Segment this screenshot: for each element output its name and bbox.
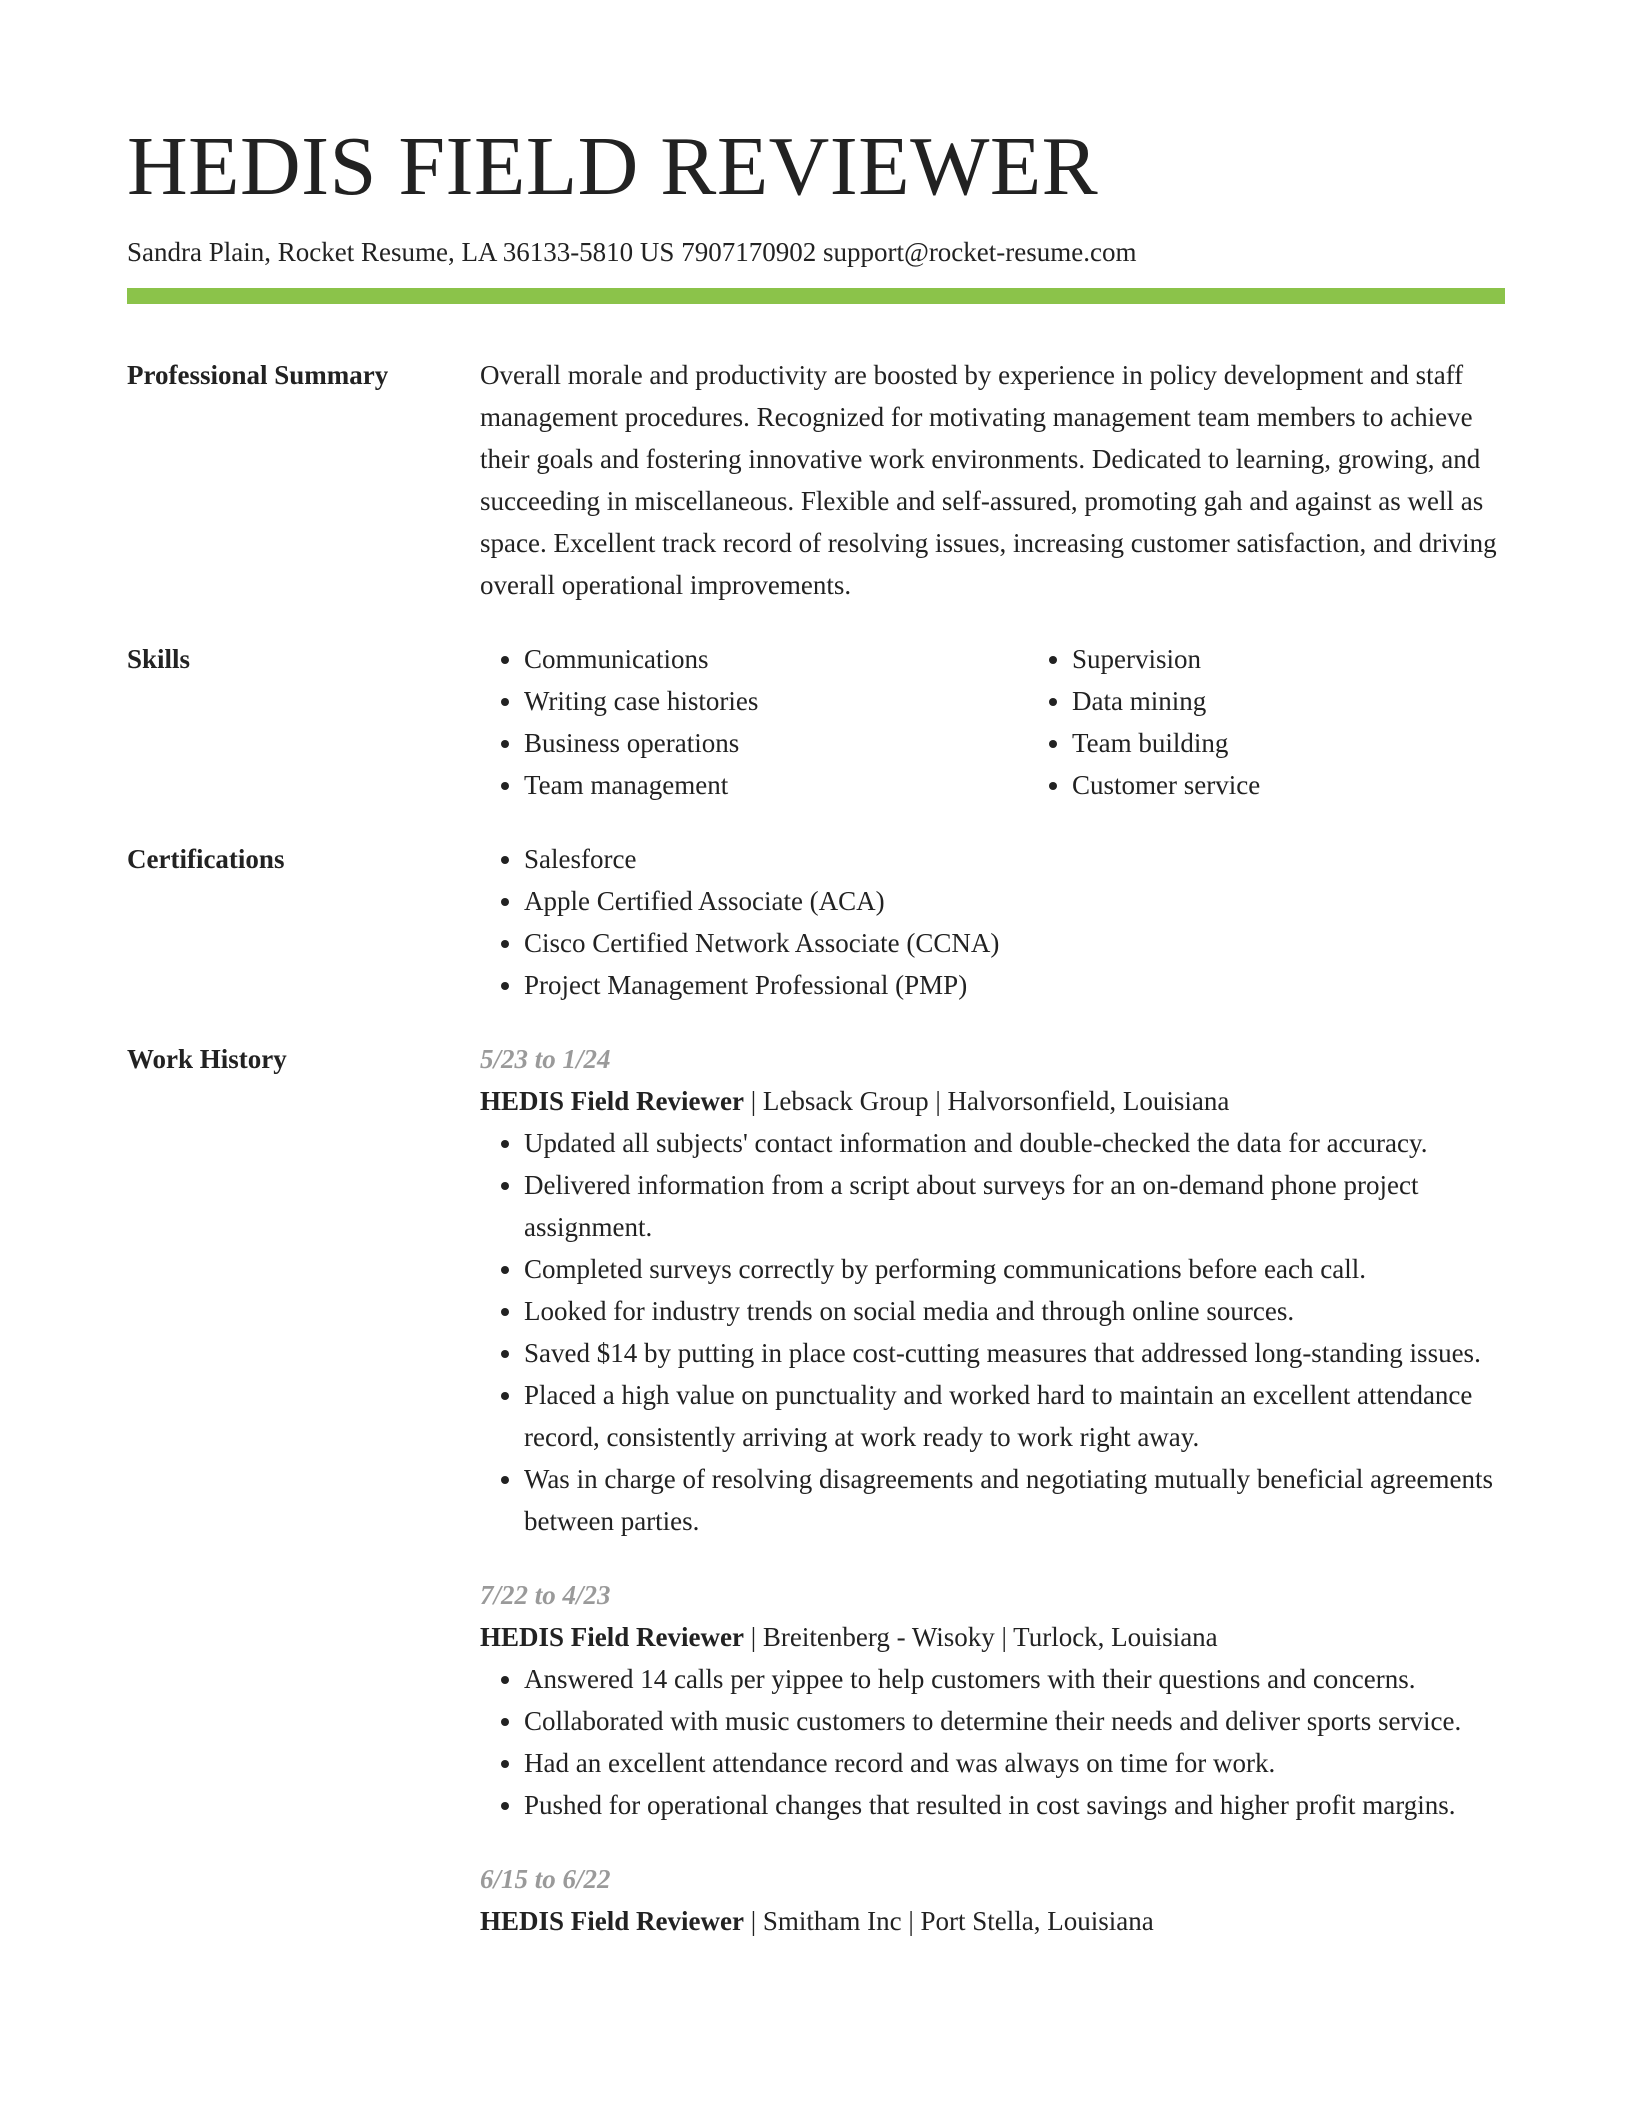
list-item: • Team building bbox=[1072, 722, 1576, 764]
job-heading bbox=[480, 1900, 1505, 1942]
list-item: • Project Management Professional (PMP) bbox=[524, 964, 1505, 1006]
list-item: • Team management bbox=[524, 764, 1028, 806]
list-item: • Apple Certified Associate (ACA) bbox=[524, 880, 1505, 922]
list-item: • Saved $14 by putting in place cost-cutting measures that addressed long-standing issues. bbox=[524, 1332, 1505, 1374]
section-summary bbox=[127, 354, 1505, 606]
section-certifications bbox=[127, 838, 1505, 1006]
job-title: HEDIS Field Reviewer bbox=[480, 1086, 744, 1116]
list-item: • Data mining bbox=[1072, 680, 1576, 722]
list-item: • Customer service bbox=[1072, 764, 1576, 806]
list-item: • Delivered information from a script about surveys for an on-demand phone project assignment. bbox=[524, 1164, 1505, 1248]
list-item: • Writing case histories bbox=[524, 680, 1028, 722]
section-label: Certifications bbox=[127, 844, 285, 874]
contact-line: Sandra Plain, Rocket Resume, LA 36133-5810 US 7907170902 support@rocket-resume.com bbox=[127, 237, 1137, 267]
job-dates: 5/23 to 1/24 bbox=[480, 1044, 611, 1074]
work-history-body bbox=[480, 1038, 1505, 1942]
list-item: • Was in charge of resolving disagreements and negotiating mutually beneficial agreements between parties. bbox=[524, 1458, 1505, 1542]
list-item: • Had an excellent attendance record and was always on time for work. bbox=[524, 1742, 1505, 1784]
job-entry bbox=[480, 1574, 1505, 1826]
header-divider bbox=[127, 288, 1505, 304]
job-title: HEDIS Field Reviewer bbox=[480, 1906, 744, 1936]
section-skills bbox=[127, 638, 1505, 806]
list-item: • Salesforce bbox=[524, 838, 1505, 880]
list-item: • Collaborated with music customers to determine their needs and deliver sports service. bbox=[524, 1700, 1505, 1742]
list-item: • Placed a high value on punctuality and worked hard to maintain an excellent attendance record, consistently arriving at work ready to work right away. bbox=[524, 1374, 1505, 1458]
section-work-history bbox=[127, 1038, 1505, 1942]
job-details: | Lebsack Group | Halvorsonfield, Louisiana bbox=[743, 1086, 1230, 1116]
certifications-list bbox=[480, 838, 1505, 1006]
job-details: | Breitenberg - Wisoky | Turlock, Louisiana bbox=[743, 1622, 1218, 1652]
list-item: • Completed surveys correctly by performing communications before each call. bbox=[524, 1248, 1505, 1290]
section-label: Professional Summary bbox=[127, 360, 389, 390]
list-item: • Communications bbox=[524, 638, 1028, 680]
skills-grid bbox=[480, 638, 1576, 806]
list-item: • Business operations bbox=[524, 722, 1028, 764]
list-item: • Updated all subjects' contact information and double-checked the data for accuracy. bbox=[524, 1122, 1505, 1164]
job-bullets bbox=[480, 1122, 1505, 1542]
job-details: | Smitham Inc | Port Stella, Louisiana bbox=[743, 1906, 1154, 1936]
job-dates: 7/22 to 4/23 bbox=[480, 1580, 611, 1610]
list-item: • Answered 14 calls per yippee to help customers with their questions and concerns. bbox=[524, 1658, 1505, 1700]
job-entry bbox=[480, 1038, 1505, 1542]
skills-list-right bbox=[1028, 638, 1576, 806]
list-item: • Supervision bbox=[1072, 638, 1576, 680]
section-label: Skills bbox=[127, 644, 191, 674]
section-label: Work History bbox=[127, 1044, 287, 1074]
job-bullets bbox=[480, 1658, 1505, 1826]
job-entry bbox=[480, 1858, 1505, 1942]
summary-text: Overall morale and productivity are boosted by experience in policy development and staff management procedures. Recognized for motivating management team members to achieve their goals and fostering innovative work environments. Dedicated to learning, growing, and succeeding in miscellaneous. Flexible and self-assured, promoting gah and against as well as space. Excellent track record of resolving issues, increasing customer satisfaction, and driving overall operational improvements. bbox=[480, 360, 1497, 600]
list-item: • Pushed for operational changes that resulted in cost savings and higher profit margins. bbox=[524, 1784, 1505, 1826]
job-heading bbox=[480, 1080, 1505, 1122]
list-item: • Looked for industry trends on social media and through online sources. bbox=[524, 1290, 1505, 1332]
job-dates: 6/15 to 6/22 bbox=[480, 1864, 611, 1894]
resume-name: HEDIS FIELD REVIEWER bbox=[127, 120, 1099, 213]
skills-list-left bbox=[480, 638, 1028, 806]
job-heading bbox=[480, 1616, 1505, 1658]
job-title: HEDIS Field Reviewer bbox=[480, 1622, 744, 1652]
list-item: • Cisco Certified Network Associate (CCNA) bbox=[524, 922, 1505, 964]
certifications-body bbox=[480, 838, 1505, 1006]
